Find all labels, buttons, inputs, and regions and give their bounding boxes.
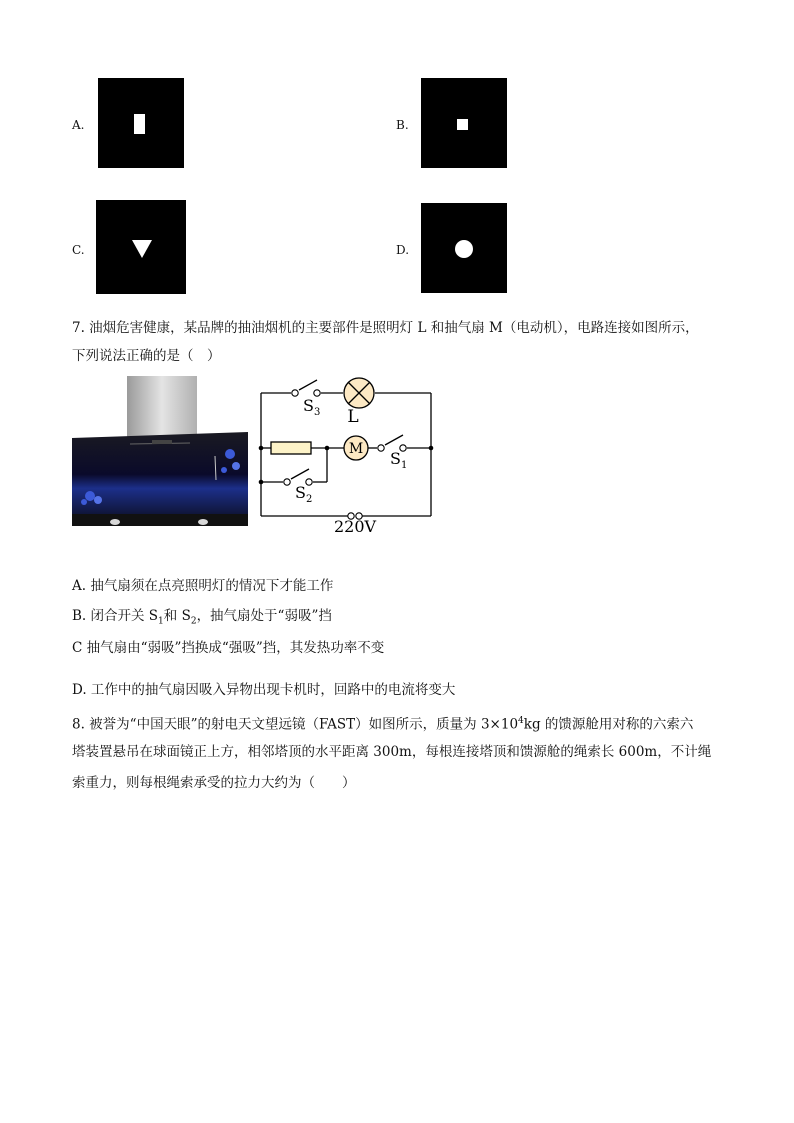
range-hood-illustration	[70, 376, 255, 536]
circuit-diagram	[255, 372, 440, 537]
left-button-icon	[110, 519, 120, 525]
option-b-image	[421, 78, 507, 168]
q8-stem-line1: 8. 被誉为“中国天眼”的射电天文望远镜（FAST）如图所示，质量为 $3\times 10^4kg$ 的馈源舱用对称的六索六	[72, 716, 694, 733]
chimney	[127, 376, 197, 438]
motor-icon	[344, 436, 368, 460]
option-c-image	[96, 200, 186, 294]
q7-option-c: C 抽气扇由“弱吸”挡换成“强吸”挡，其发热功率不变	[72, 640, 385, 656]
small-square-shape	[457, 119, 468, 130]
s3-label: $S_3$	[303, 396, 321, 418]
q7-stem-line2: 下列说法正确的是（ ）	[72, 348, 221, 364]
svg-text:M: M	[348, 441, 364, 457]
lamp-icon	[344, 378, 374, 408]
downward-triangle-shape	[96, 200, 186, 294]
voltage-label: 220V	[333, 517, 377, 536]
option-d-image	[421, 203, 507, 293]
option-a-label: A.	[72, 118, 85, 132]
circle-shape	[455, 240, 473, 258]
resistor-icon	[271, 442, 311, 454]
s2-label: $S_2$	[295, 483, 313, 505]
s1-label: $S_1$	[390, 449, 408, 471]
option-c-label: C.	[72, 243, 85, 257]
option-d-label: D.	[396, 243, 410, 257]
lamp-label: L	[347, 407, 359, 427]
q7-option-a: A. 抽气扇须在点亮照明灯的情况下才能工作	[72, 578, 334, 594]
option-a-image	[98, 78, 184, 168]
q7-option-d: D. 工作中的抽气扇因吸入异物出现卡机时，回路中的电流将变大	[72, 682, 456, 698]
option-b-label: B.	[396, 118, 409, 132]
q8-stem-line3: 索重力，则每根绳索承受的拉力大约为（ ）	[72, 775, 356, 791]
right-button-icon	[198, 519, 208, 525]
vertical-rectangle-shape	[134, 114, 145, 134]
hood-panel	[72, 432, 248, 526]
q8-stem-line2: 塔装置悬吊在球面镜正上方，相邻塔顶的水平距离 300m，每根连接塔顶和馈源舱的绳索长 600m，不计绳	[72, 744, 712, 760]
q7-option-b: B. 闭合开关 $S_1$和 $S_2$，抽气扇处于“弱吸”挡	[72, 608, 332, 627]
q7-stem-line1: 7. 油烟危害健康，某品牌的抽油烟机的主要部件是照明灯 L 和抽气扇 M（电动机），电路连接如图所示，	[72, 320, 699, 336]
